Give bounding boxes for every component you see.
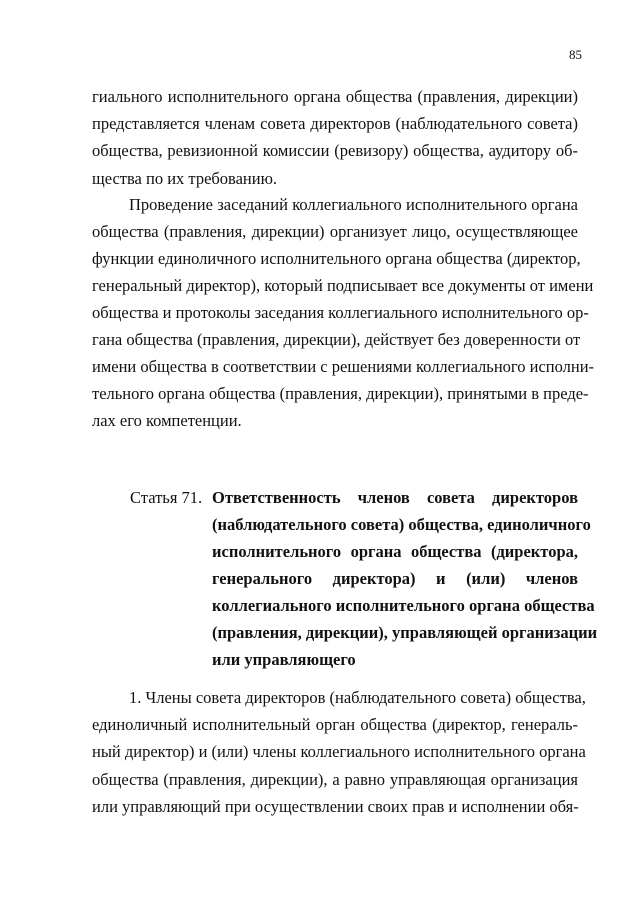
page-number: 85 xyxy=(569,47,582,62)
article-title-line: или управляющего xyxy=(212,650,356,669)
text-line: общества и протоколы заседания коллегиального исполнительного ор- xyxy=(92,303,589,322)
text-line: ный директор) и (или) члены коллегиального исполнительного органа xyxy=(92,742,586,761)
text-line: общества, ревизионной комиссии (ревизору) общества, аудитору об- xyxy=(92,141,578,160)
text-line: щества по их требованию. xyxy=(92,169,278,188)
text-line: гана общества (правления, дирекции), действует без доверенности от xyxy=(92,330,581,349)
text-line: единоличный исполнительный орган общества (директор, генераль- xyxy=(92,715,578,734)
article-title-line: генерального директора) и (или) членов xyxy=(212,569,578,588)
text-line: представляется членам совета директоров (наблюдательного совета) xyxy=(92,114,578,133)
article-title-line: (правления, дирекции), управляющей организации xyxy=(212,623,598,642)
article-label: Статья 71. xyxy=(130,488,203,507)
text-line: общества (правления, дирекции), а равно управляющая организация xyxy=(92,770,578,789)
text-line: имени общества в соответствии с решениями коллегиального исполни- xyxy=(92,357,595,376)
article-title-line: исполнительного органа общества (директора, xyxy=(212,542,578,561)
text-line: тельного органа общества (правления, дирекции), принятыми в преде- xyxy=(92,384,589,403)
text-line: 1. Члены совета директоров (наблюдательного совета) общества, xyxy=(129,688,586,707)
article-title-line: (наблюдательного совета) общества, единоличного xyxy=(212,515,591,534)
text-line: лах его компетенции. xyxy=(92,411,242,430)
text-line: гиального исполнительного органа общества (правления, дирекции) xyxy=(92,87,578,106)
text-line: функции единоличного исполнительного органа общества (директор, xyxy=(92,249,581,268)
text-line: общества (правления, дирекции) организует лицо, осуществляющее xyxy=(92,222,578,241)
article-title-line: Ответственность членов совета директоров xyxy=(212,488,578,507)
text-line: или управляющий при осуществлении своих прав и исполнении обя- xyxy=(92,797,579,816)
article-title-line: коллегиального исполнительного органа общества xyxy=(212,596,595,615)
text-line: Проведение заседаний коллегиального исполнительного органа xyxy=(129,195,578,214)
text-line: генеральный директор), который подписывает все документы от имени xyxy=(92,276,594,295)
